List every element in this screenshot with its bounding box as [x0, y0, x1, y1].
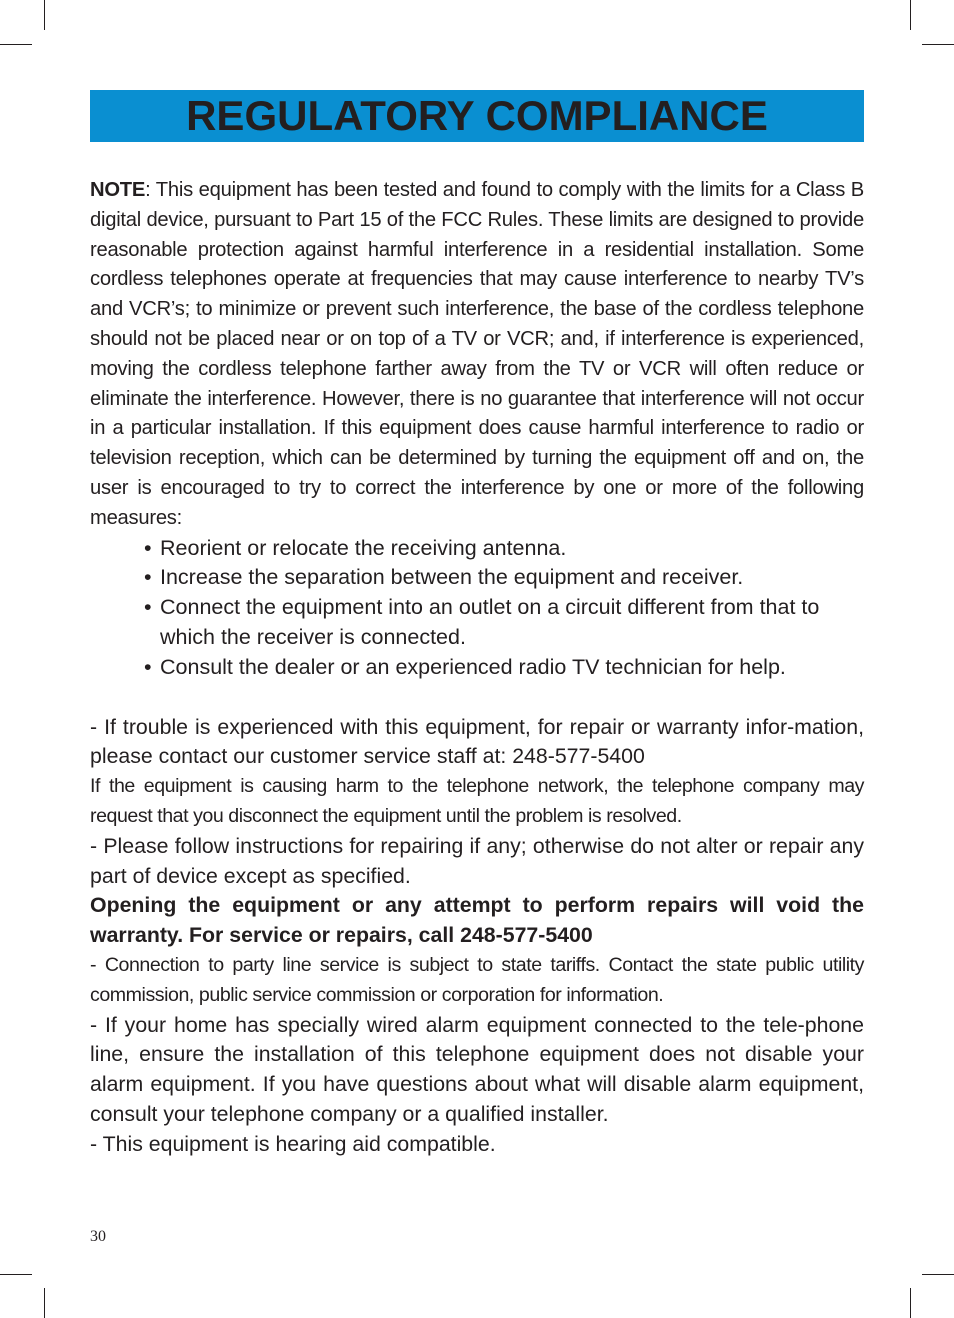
harm-paragraph: If the equipment is causing harm to the telephone network, the telephone company may request that you disconnect the equipment until the problem is resolved.: [90, 775, 864, 827]
crop-mark-bottom-left-vertical: [44, 1288, 45, 1318]
warranty-paragraph: Opening the equipment or any attempt to perform repairs will void the warranty. For service or repairs, call 248-577-5400: [90, 893, 864, 948]
crop-mark-bottom-right-horizontal: [922, 1274, 954, 1275]
crop-mark-top-right-vertical: [910, 0, 911, 30]
crop-mark-top-left-horizontal: [0, 44, 32, 45]
crop-mark-bottom-right-vertical: [910, 1288, 911, 1318]
crop-mark-bottom-left-horizontal: [0, 1274, 32, 1275]
page-title: REGULATORY COMPLIANCE: [186, 92, 768, 139]
party-line-paragraph: - Connection to party line service is subject to state tariffs. Contact the state public utility commission, public service commission or corporation for information.: [90, 953, 864, 1006]
compliance-content: [90, 176, 864, 1160]
crop-mark-top-left-vertical: [44, 0, 45, 30]
crop-mark-top-right-horizontal: [922, 44, 954, 45]
note-label: NOTE: [90, 179, 146, 201]
list-item: • Increase the separation between the equipment and receiver.: [144, 563, 864, 593]
list-item: • Connect the equipment into an outlet on a circuit different from that to which the receiver is connected.: [144, 593, 864, 653]
spacer: [90, 683, 864, 713]
repair-paragraph: - Please follow instructions for repairing if any; otherwise do not alter or repair any part of device except as specified.: [90, 833, 864, 888]
hearing-aid-paragraph: - This equipment is hearing aid compatible.: [90, 1131, 496, 1156]
measures-list: [90, 534, 864, 683]
list-item: • Consult the dealer or an experienced radio TV technician for help.: [144, 653, 864, 683]
note-text: : This equipment has been tested and found to comply with the limits for a Class B digital device, pursuant to Part 15 of the FCC Rules. These limits are designed to provide reasonable protection against harmful interference in a residential installation. Some cordless telephones operate at frequencies that may cause interference to nearby TV’s and VCR’s; to minimize or prevent such interference, the base of the cordless telephone should not be placed near or on top of a TV or VCR; and, if interference is experienced, moving the cordless telephone farther away from the TV or VCR will often reduce or eliminate the interference. However, there is no guarantee that interference will not occur in a particular installation. If this equipment does cause harmful interference to radio or television reception, which can be determined by turning the equipment off and on, the user is encouraged to try to correct the interference by one or more of the following measures:: [90, 179, 864, 529]
alarm-paragraph: - If your home has specially wired alarm equipment connected to the tele-phone line, ensure the installation of this telephone equipment does not disable your alarm equipment. If you have questions about what will disable alarm equipment, consult your telephone company or a qualified installer.: [90, 1012, 864, 1126]
trouble-paragraph: - If trouble is experienced with this equipment, for repair or warranty infor-mation, please contact our customer service staff at: 248-577-5400: [90, 714, 864, 769]
title-bar: [90, 90, 864, 142]
list-item: • Reorient or relocate the receiving antenna.: [144, 534, 864, 564]
note-paragraph: [90, 176, 864, 534]
page-number: 30: [90, 1228, 106, 1245]
